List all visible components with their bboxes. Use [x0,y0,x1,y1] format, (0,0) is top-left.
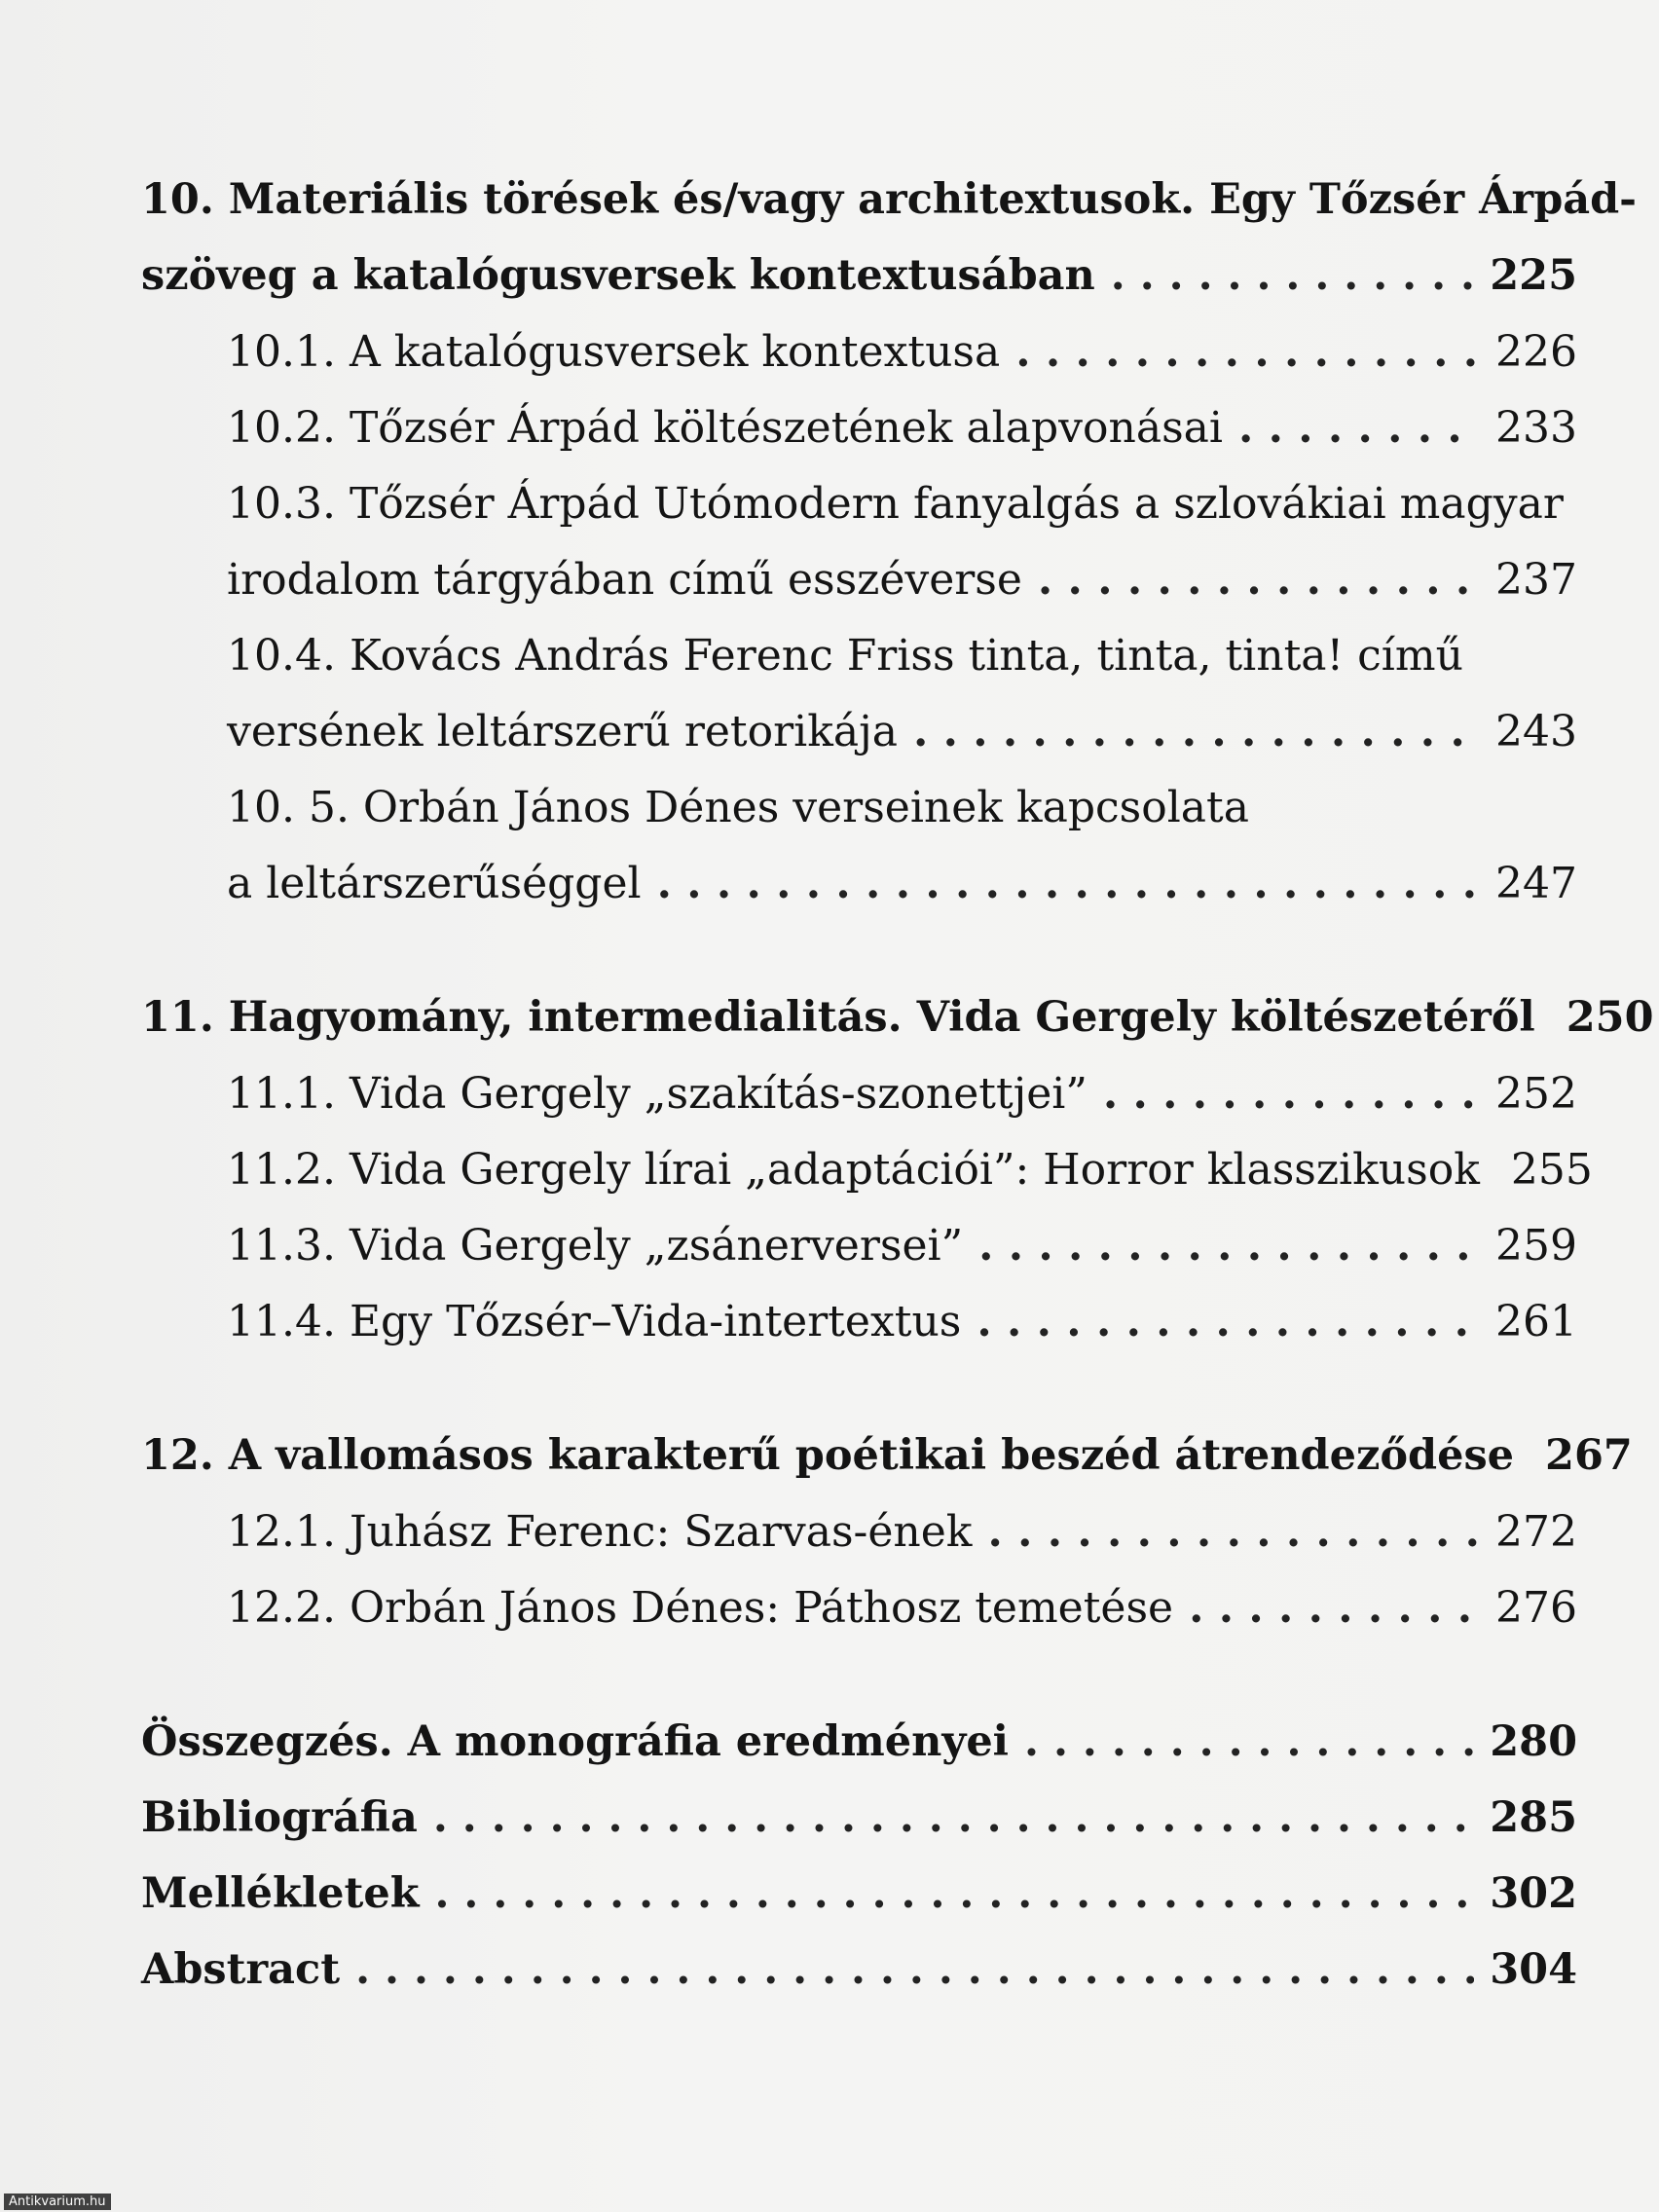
page-number: 272 [1495,1507,1577,1557]
backmatter-entry [141,1793,1577,1869]
section-title: 12.2. Orbán János Dénes: Páthosz temetése [227,1583,1174,1633]
dot-leader [978,1221,1480,1271]
dot-leader [987,1507,1480,1557]
section-title-line1 [141,783,1577,859]
backmatter-entry [141,1945,1577,2021]
dot-leader [434,1869,1474,1918]
section-entry [141,859,1577,935]
dot-leader [355,1945,1474,1994]
chapter-title-text: 12. A vallomásos karakterű poétikai beszéd átrendeződése [141,1431,1515,1480]
dot-leader [977,1297,1480,1346]
backmatter-entry [141,1717,1577,1793]
section-title: 10.1. A katalógusversek kontextusa [227,327,1001,377]
page-number: 247 [1495,859,1577,908]
page-number: 276 [1495,1583,1577,1633]
page-number: 233 [1495,403,1577,453]
dot-leader [1024,1717,1474,1766]
section-entry [141,403,1577,479]
dot-leader [913,707,1480,756]
section-title: versének leltárszerű retorikája [227,707,898,756]
backmatter-entry [141,1869,1577,1945]
section-title: 11.1. Vida Gergely „szakítás-szonettjei” [227,1069,1088,1119]
chapter-10-title-line1 [141,175,1638,251]
section-title: 10.3. Tőzsér Árpád Utómodern fanyalgás a szlovákiai magyar [227,479,1564,529]
backmatter-title: Bibliográfia [141,1793,418,1842]
section-entry [141,1297,1577,1373]
chapter-title-text: 11. Hagyomány, intermedialitás. Vida Gergely költészetéről [141,993,1535,1042]
page-number: 252 [1495,1069,1577,1119]
spacer [141,1659,1577,1717]
section-title: 10.4. Kovács András Ferenc Friss tinta, tinta, tinta! című [227,631,1463,681]
spacer [141,1373,1577,1431]
section-entry [141,1583,1577,1659]
section-title: irodalom tárgyában című esszéverse [227,555,1022,605]
section-entry [141,1221,1577,1297]
page-number: 285 [1490,1793,1577,1842]
section-title: 11.4. Egy Tőzsér–Vida-intertextus [227,1297,962,1346]
dot-leader [1189,1583,1480,1633]
page-number: 304 [1490,1945,1577,1994]
chapter-title-text: szöveg a katalógusversek kontextusában [141,251,1095,300]
dot-leader [657,859,1480,908]
section-entry [141,1507,1577,1583]
watermark: Antikvarium.hu [4,2194,111,2210]
dot-leader [1103,1069,1480,1119]
spacer [141,935,1577,993]
page-number: 226 [1495,327,1577,377]
section-title: 11.2. Vida Gergely lírai „adaptációi”: Horror klasszikusok [227,1145,1480,1195]
section-title: a leltárszerűséggel [227,859,642,908]
page-number: 243 [1495,707,1577,756]
section-entry [141,327,1577,403]
page-number: 237 [1495,555,1577,605]
page-number: 250 [1566,993,1654,1042]
page-number: 280 [1490,1717,1577,1766]
section-title: 10. 5. Orbán János Dénes verseinek kapcsolata [227,783,1249,832]
dot-leader [1038,555,1480,605]
page-number: 302 [1490,1869,1577,1918]
chapter-12-entry [141,1431,1633,1507]
chapter-title-text: 10. Materiális törések és/vagy architextusok. Egy Tőzsér Árpád- [141,175,1638,224]
backmatter-title: Összegzés. A monográfia eredményei [141,1717,1010,1766]
section-title: 11.3. Vida Gergely „zsánerversei” [227,1221,964,1271]
chapter-10-entry [141,251,1577,327]
section-entry [141,1069,1577,1145]
dot-leader [1111,251,1474,300]
page-number: 261 [1495,1297,1577,1346]
page-number: 225 [1490,251,1577,300]
backmatter-title: Mellékletek [141,1869,420,1918]
backmatter-title: Abstract [141,1945,341,1994]
section-title-line1 [141,631,1577,707]
dot-leader [1238,403,1480,453]
section-title-line1 [141,479,1577,555]
dot-leader [433,1793,1474,1842]
section-entry [141,1145,1593,1221]
section-title: 10.2. Tőzsér Árpád költészetének alapvonásai [227,403,1223,453]
page-number: 255 [1510,1145,1593,1195]
section-entry [141,555,1577,631]
page-number: 259 [1495,1221,1577,1271]
table-of-contents [141,175,1654,2021]
page-number: 267 [1545,1431,1633,1480]
chapter-11-entry [141,993,1654,1069]
section-title: 12.1. Juhász Ferenc: Szarvas-ének [227,1507,973,1557]
section-entry [141,707,1577,783]
dot-leader [1015,327,1480,377]
